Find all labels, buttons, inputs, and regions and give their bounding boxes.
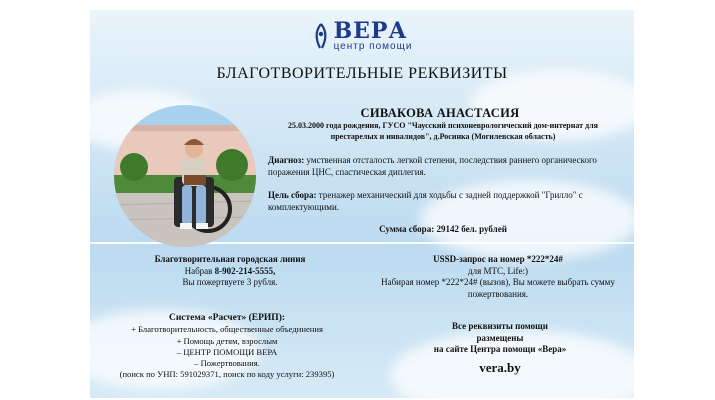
ussd-note: Набирая номер *222*24# (вызов), Вы можете выбрать сумму пожертвования.	[381, 277, 615, 300]
site-line: размещены	[476, 332, 524, 343]
ussd-block	[380, 254, 616, 301]
charity-card	[90, 10, 634, 398]
erip-title: Система «Расчет» (ЕРИП):	[168, 313, 286, 323]
person-photo	[114, 105, 256, 247]
diagnosis	[268, 155, 618, 178]
hotline-note: Вы пожертвуете 3 рубля.	[182, 277, 278, 288]
goal	[268, 190, 618, 213]
ussd-operators: для МТС, Life:)	[468, 265, 528, 276]
diagnosis-text: умственная отсталость легкой степени, последствия раннего органического поражения ЦНС, спастическая диплегия.	[268, 155, 597, 177]
goal-text: тренажер механический для ходьбы с задней поддержкой "Грилло" с комплектующими.	[268, 190, 583, 212]
erip-line: – Пожертвования.	[194, 357, 260, 368]
page-title: БЛАГОТВОРИТЕЛЬНЫЕ РЕКВИЗИТЫ	[216, 65, 508, 82]
site-line: на сайте Центра помощи «Вера»	[433, 344, 567, 355]
hotline-title: Благотворительная городская линия	[154, 254, 306, 264]
logo-figure-icon	[312, 20, 330, 52]
hotline-phone: 8-902-214-5555,	[214, 265, 276, 276]
diagnosis-label: Диагноз:	[268, 155, 305, 165]
hotline-block	[110, 254, 350, 289]
site-url[interactable]: vera.by	[479, 360, 521, 376]
hotline-dial-prefix: Набрав	[184, 265, 213, 276]
person-bio: 25.03.2000 года рождения, ГУСО "Чаусский психоневрологический дом-интернат для престарелых и инвалидов", д.Росинка (Могилевская область)	[288, 121, 598, 141]
erip-search-note: (поиск по УНП: 591029371, поиск по коду услуги: 239395)	[119, 369, 335, 380]
site-line: Все реквизиты помощи	[452, 321, 548, 331]
person-name: СИВАКОВА АНАСТАСИЯ	[360, 106, 520, 120]
erip-line: + Помощь детям, взрослым	[176, 335, 278, 346]
erip-block	[96, 312, 358, 380]
hotline-dial	[110, 266, 350, 278]
ussd-title: USSD-запрос на номер *222*24#	[433, 254, 563, 264]
erip-line: – ЦЕНТР ПОМОЩИ ВЕРА	[176, 346, 278, 357]
site-block	[390, 321, 610, 377]
logo-subtitle: центр помощи	[333, 41, 413, 52]
goal-sum: Сумма сбора: 29142 бел. рублей	[379, 224, 507, 234]
logo-title: ВЕРА	[333, 18, 408, 44]
erip-line: + Благотворительность, общественные объединения	[131, 324, 323, 335]
logo	[90, 20, 634, 57]
goal-label: Цель сбора:	[268, 190, 317, 200]
